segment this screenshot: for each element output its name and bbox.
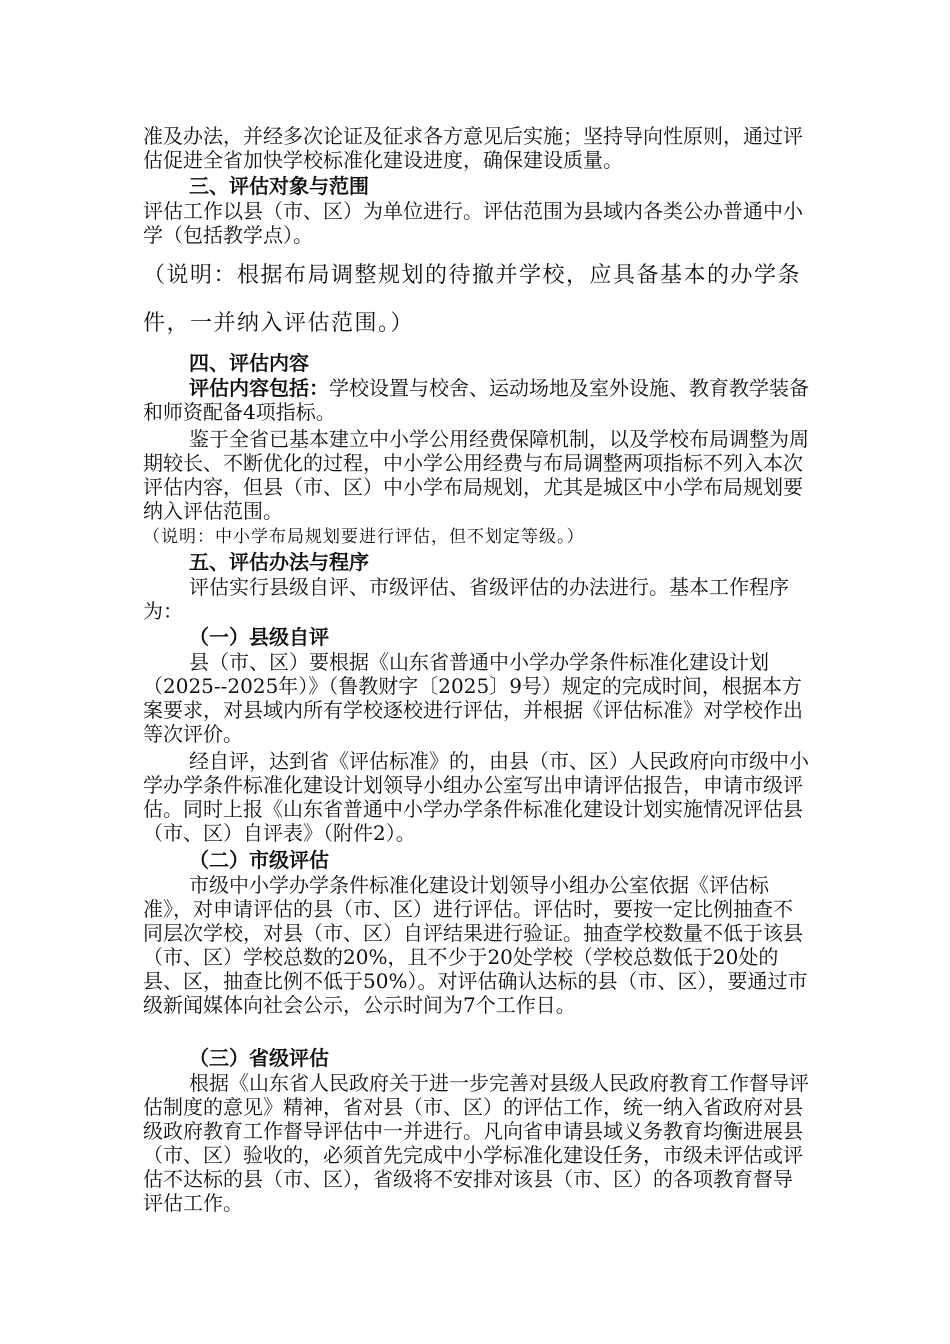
subheading-province: （三）省级评估	[189, 1046, 329, 1070]
subheading-county: （一）县级自评	[189, 625, 329, 649]
paragraph-county-2: 经自评，达到省《评估标准》的，由县（市、区）人民政府向市级中小学办学条件标准化建设计划领导小组办公室写出申请评估报告，申请市级评估。同时上报《山东省普通中小学办学条件标准化建设计划实施情况评估县（市、区）自评表》（附件2）。	[143, 749, 809, 845]
paragraph-province: 根据《山东省人民政府关于进一步完善对县级人民政府教育工作督导评估制度的意见》精神，省对县（市、区）的评估工作，统一纳入省政府对县级政府教育工作督导评估中一并进行。凡向省申请县域义务教育均衡进展县（市、区）验收的，必须首先完成中小学标准化建设任务，市级未评估或评估不达标的县（市、区），省级将不安排对该县（市、区）的各项教育督导评估工作。	[143, 1071, 809, 1215]
content-items-lead: 评估内容包括：	[189, 376, 329, 400]
paragraph-continued: 准及办法，并经多次论证及征求各方意见后实施；坚持导向性原则，通过评估促进全省加快学校标准化建设进度，确保建设质量。	[143, 124, 803, 172]
paragraph-content-items	[143, 376, 809, 424]
paragraph-city: 市级中小学办学条件标准化建设计划领导小组办公室依据《评估标准》，对申请评估的县（市、区）进行评估。评估时，要按一定比例抽查不同层次学校，对县（市、区）自评结果进行验证。抽查学校数量不低于该县（市、区）学校总数的20%，且不少于20处学校（学校总数低于20处的县、区，抽查比例不低于50%）。对评估确认达标的县（市、区），要通过市级新闻媒体向社会公示，公示时间为7个工作日。	[143, 873, 808, 1017]
note-scope: （说明：根据布局调整规划的待撤并学校，应具备基本的办学条件，一并纳入评估范围。）	[143, 263, 802, 336]
paragraph-exclusion: 鉴于全省已基本建立中小学公用经费保障机制，以及学校布局调整为周期较长、不断优化的过程，中小学公用经费与布局调整两项指标不列入本次评估内容，但县（市、区）中小学布局规划，尤其是城区中小学布局规划要纳入评估范围。	[143, 427, 809, 523]
paragraph-scope: 评估工作以县（市、区）为单位进行。评估范围为县域内各类公办普通中小学（包括教学点）。	[143, 199, 803, 247]
section-heading-5: 五、评估办法与程序	[189, 550, 369, 574]
section-heading-4: 四、评估内容	[189, 351, 309, 375]
paragraph-method: 评估实行县级自评、市级评估、省级评估的办法进行。基本工作程序为：	[143, 575, 789, 623]
paragraph-county-1: 县（市、区）要根据《山东省普通中小学办学条件标准化建设计划（2025--2025年）》（鲁教财字〔2025〕9号）规定的完成时间，根据本方案要求，对县域内所有学校逐校进行评估，并根据《评估标准》对学校作出等次评价。	[143, 650, 803, 746]
content-items-text: 学校设置与校舍、运动场地及室外设施、教育教学装备和师资配备4项指标。	[143, 376, 809, 424]
section-heading-3: 三、评估对象与范围	[189, 174, 369, 198]
note-layout: （说明：中小学布局规划要进行评估，但不划定等级。）	[143, 527, 585, 547]
subheading-city: （二）市级评估	[189, 848, 329, 872]
